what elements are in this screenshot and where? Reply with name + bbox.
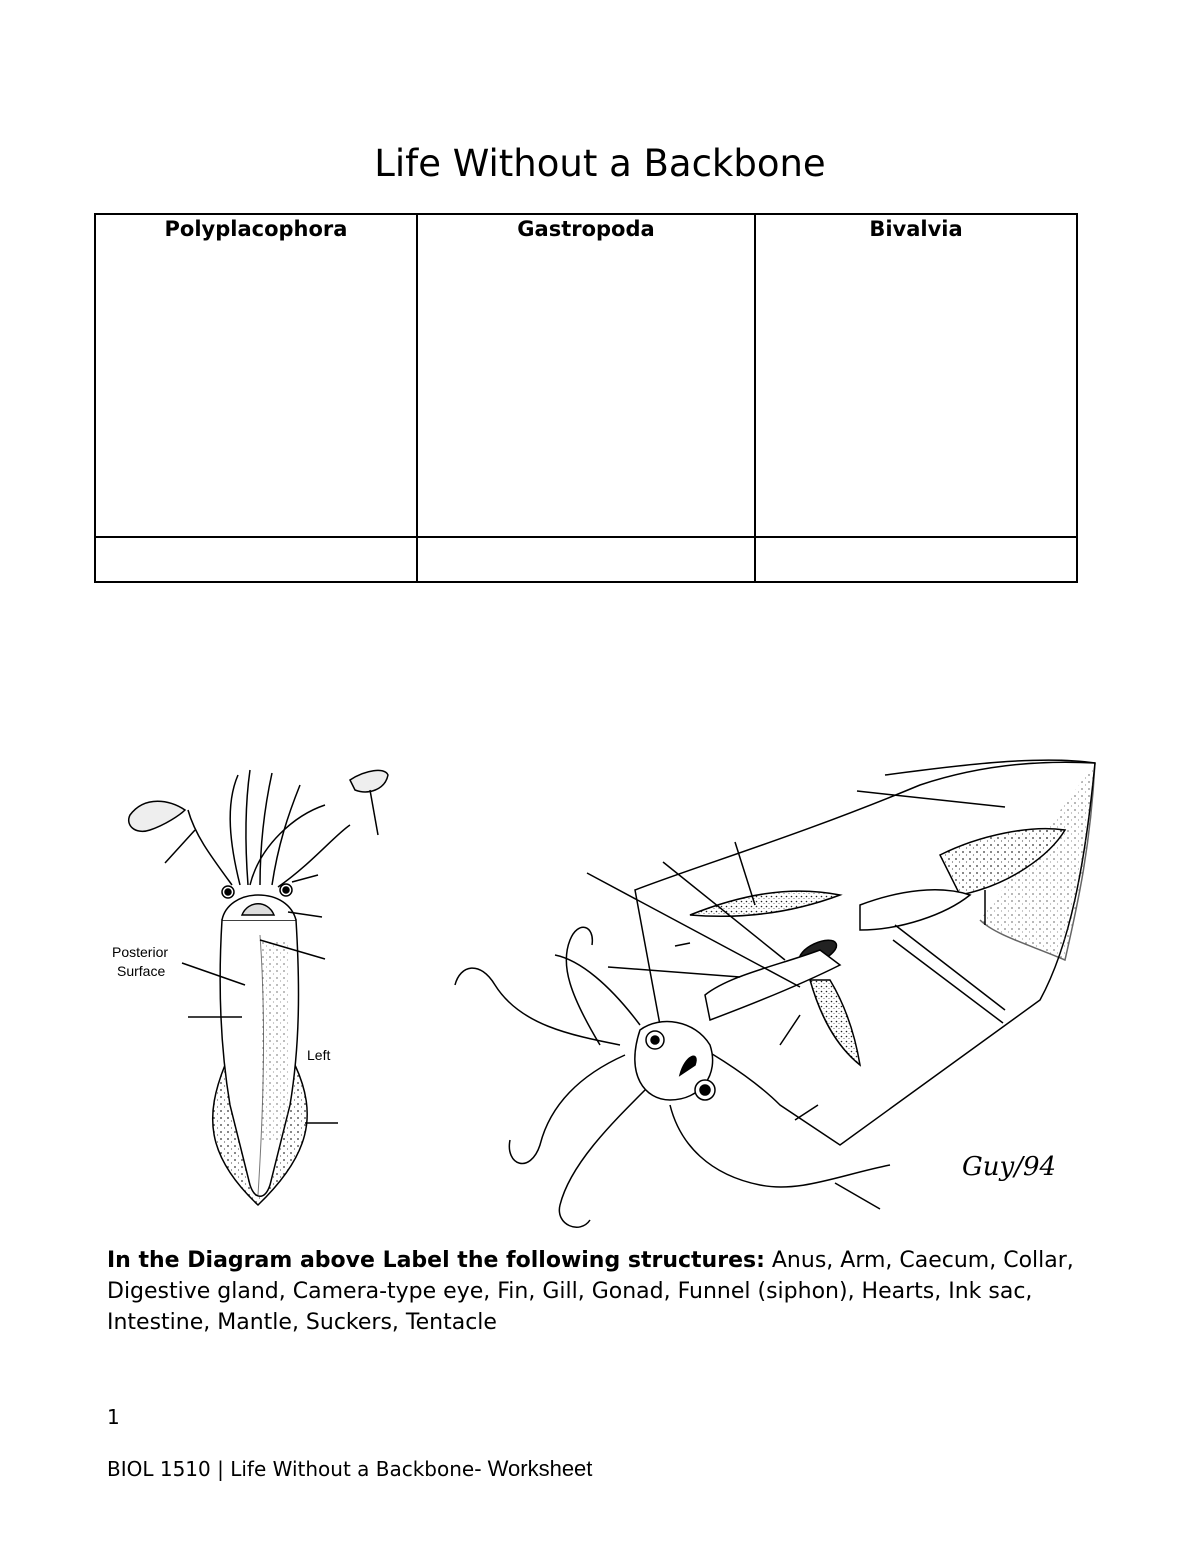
- column-bivalvia: Bivalvia: [755, 214, 1077, 537]
- page-title: Life Without a Backbone: [374, 142, 826, 185]
- instructions-lead: In the Diagram above Label the following structures:: [107, 1248, 765, 1273]
- labeling-instructions: [107, 1245, 1107, 1338]
- mollusc-classes-table: [94, 213, 1078, 583]
- column-gastropoda: Gastropoda: [417, 214, 755, 537]
- label-left: Left: [307, 1047, 331, 1063]
- label-surface: Surface: [117, 963, 166, 979]
- artist-signature: Guy/94: [962, 1152, 1057, 1182]
- label-posterior: Posterior: [112, 944, 169, 960]
- page-footer: [107, 1456, 592, 1482]
- footer-course: BIOL 1510 | Life Without a Backbone: [107, 1457, 475, 1481]
- structure-list: Anus, Arm, Caecum, Collar, Digestive gland, Camera-type eye, Fin, Gill, Gonad, Funnel (siphon), Hearts, Ink sac, Intestine, Mantle, Suckers, Tentacle: [107, 1248, 1074, 1335]
- external-squid-illustration: [129, 770, 388, 1205]
- footer-suffix: - Worksheet: [474, 1456, 593, 1481]
- squid-anatomy-diagram: [100, 745, 1110, 1240]
- column-polyplacophora: Polyplacophora: [95, 214, 417, 537]
- page-number: 1: [107, 1405, 120, 1429]
